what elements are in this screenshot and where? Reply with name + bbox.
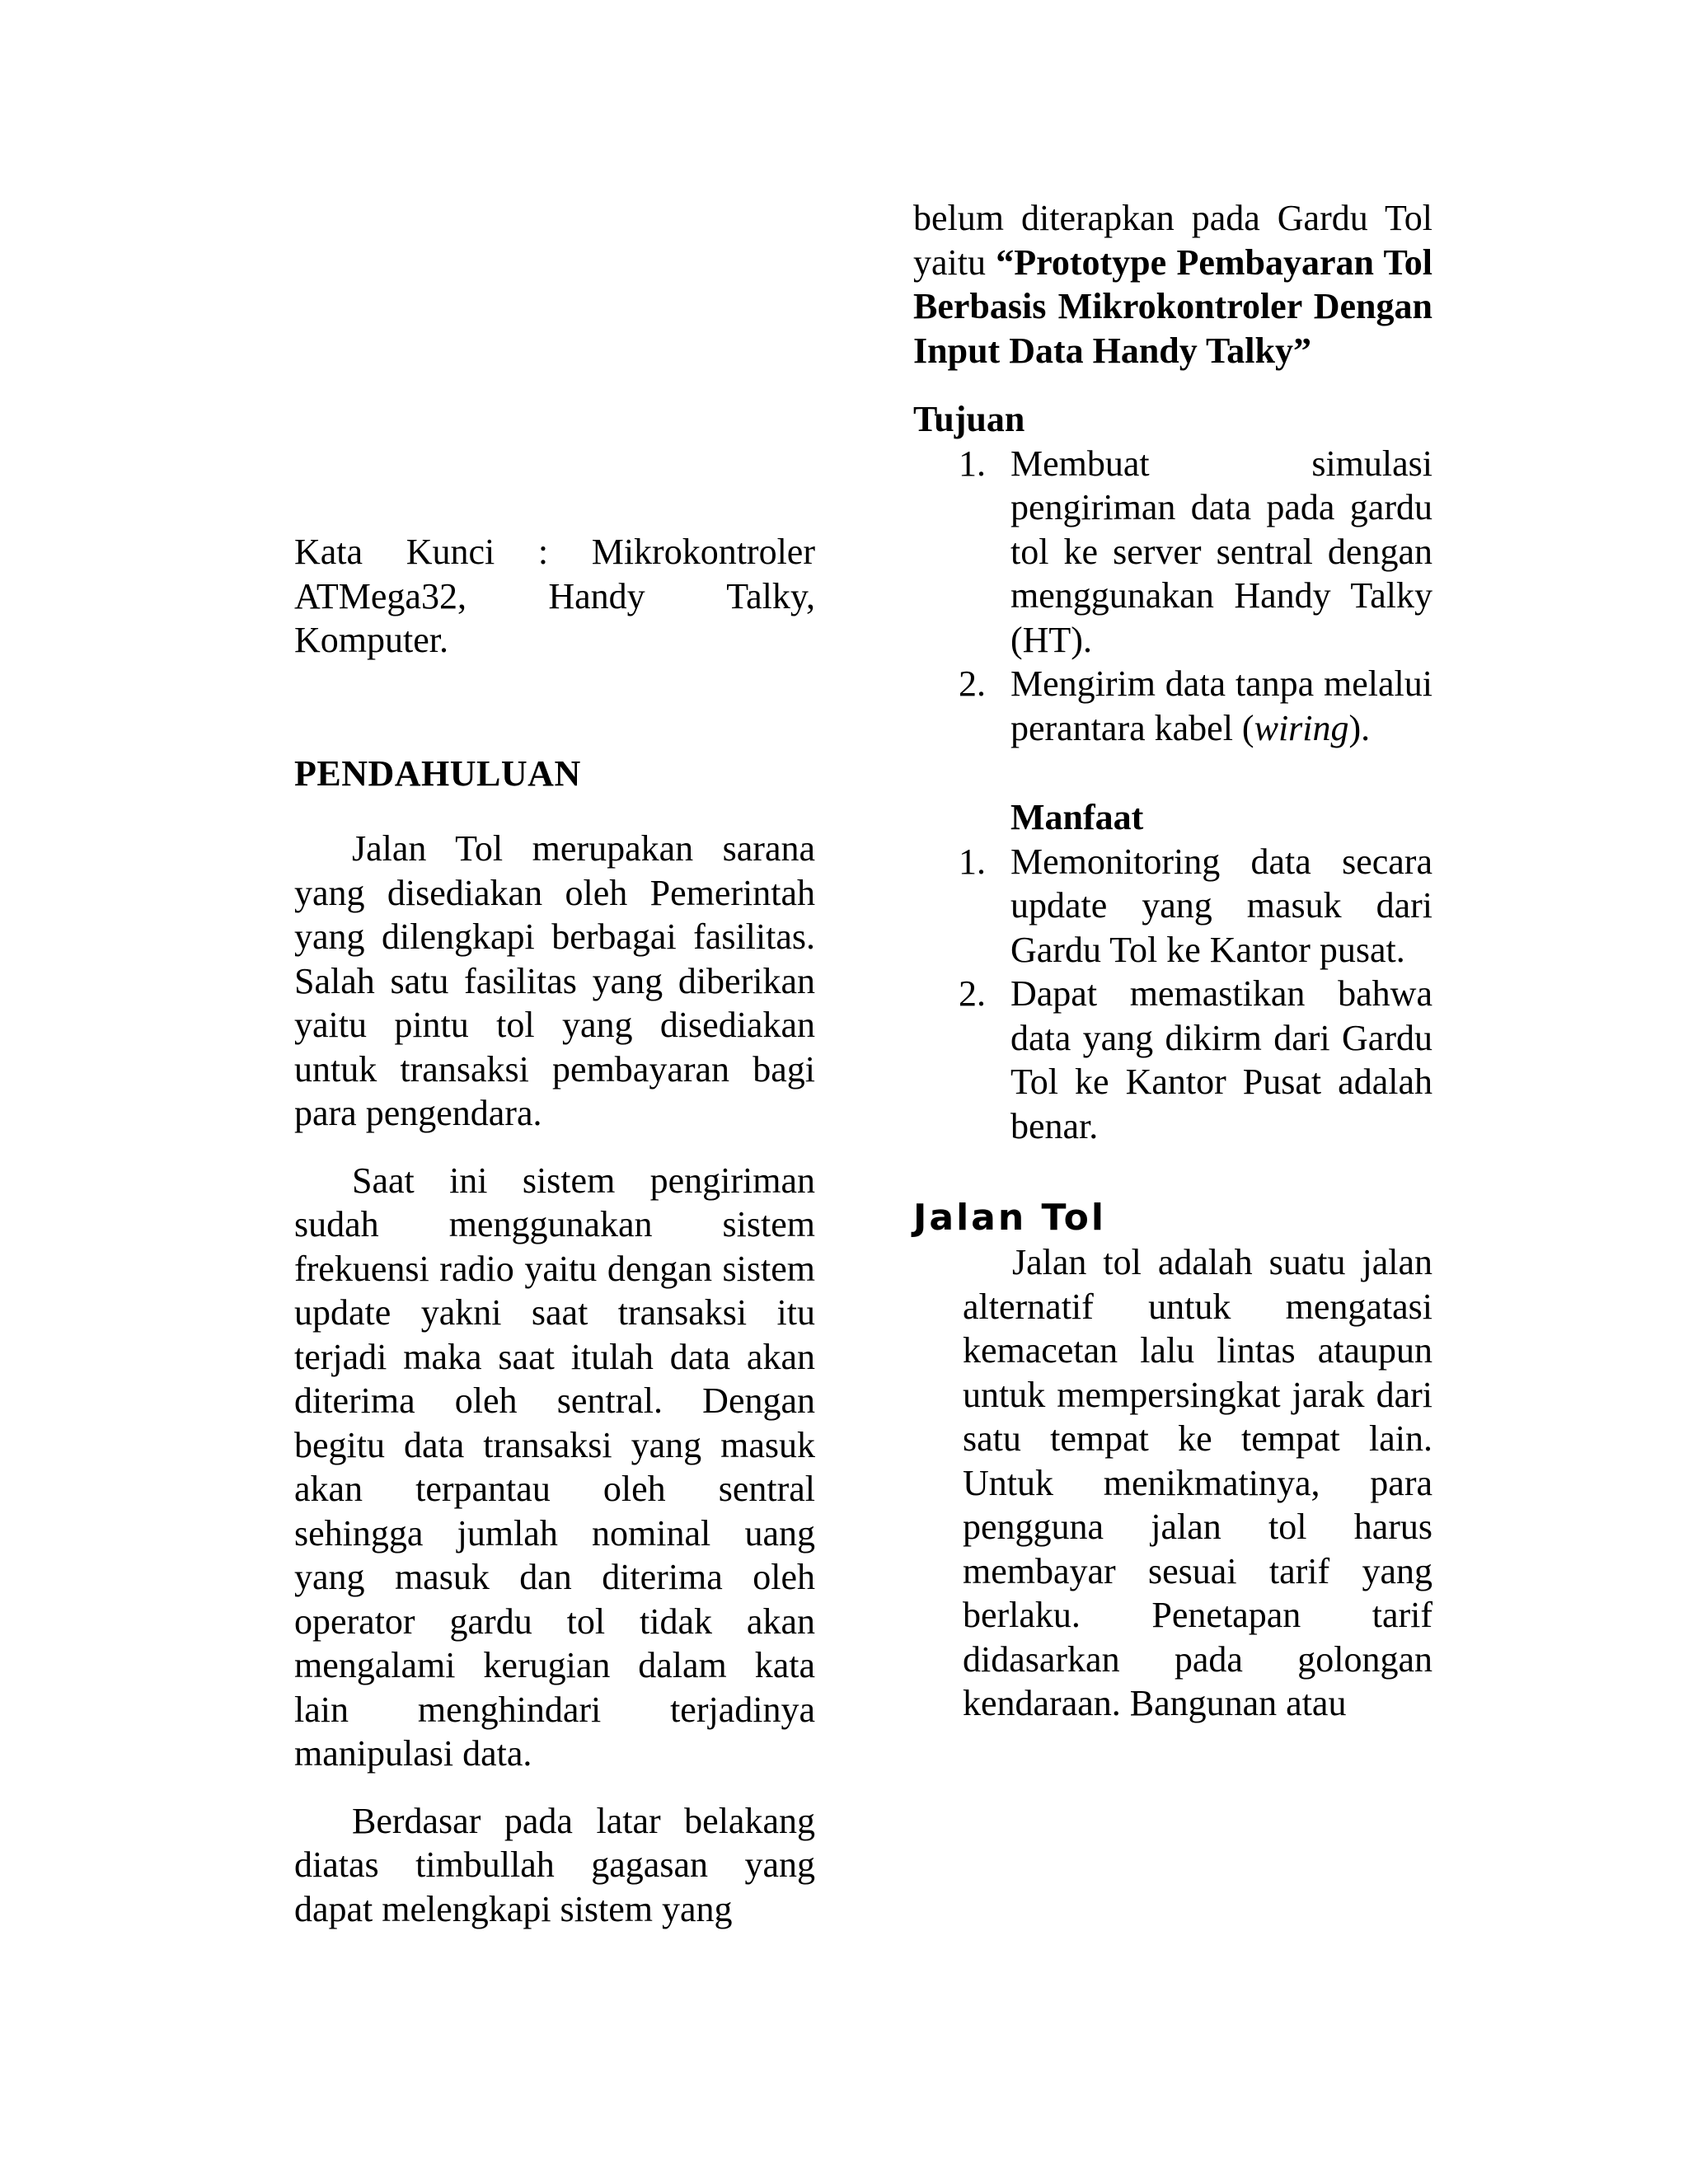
heading-manfaat: Manfaat <box>1010 797 1144 837</box>
list-item-text: Dapat memastikan bahwa data yang dikirm dari Gardu Tol ke Kantor Pusat adalah benar. <box>1010 973 1432 1146</box>
list-item-number: 2. <box>959 973 986 1014</box>
project-title: “Prototype Pembayaran Tol Berbasis Mikrokontroler Dengan Input Data Handy Talky” <box>913 241 1433 371</box>
list-item-text: Mengirim data tanpa melalui perantara kabel ( <box>1010 663 1432 748</box>
right-column <box>913 196 1432 1726</box>
manfaat-list <box>959 840 1432 1149</box>
intro-paragraph-3: Berdasar pada latar belakang diatas timbullah gagasan yang dapat melengkapi sistem yang <box>294 1800 815 1929</box>
section-heading-pendahuluan: PENDAHULUAN <box>294 752 581 794</box>
heading-jalan-tol: Jalan Tol <box>913 1197 1106 1239</box>
keywords-line: Kata Kunci : Mikrokontroler ATMega32, Handy Talky, Komputer. <box>294 532 815 660</box>
tujuan-list <box>959 442 1432 751</box>
intro-continuation <box>913 196 1432 373</box>
list-item-text-end: ). <box>1348 707 1371 748</box>
list-item <box>959 442 1432 663</box>
list-item-number: 1. <box>959 841 986 882</box>
list-item-text: Membuat simulasi pengiriman data pada gardu tol ke server sentral dengan menggunakan Handy Talky (HT). <box>1010 443 1432 660</box>
intro-paragraph-2: Saat ini sistem pengiriman sudah menggunakan sistem frekuensi radio yaitu dengan sistem update yakni saat transaksi itu terjadi maka saat itulah data akan diterima oleh sentral. Dengan begitu data transaksi yang masuk akan terpantau oleh sentral sehingga jumlah nominal uang yang masuk dan diterima oleh operator gardu tol tidak akan mengalami kerugian dalam kata lain menghindari terjadinya manipulasi data. <box>294 1160 815 1774</box>
list-item <box>959 662 1432 750</box>
list-item-italic-term: wiring <box>1254 707 1349 748</box>
list-item <box>959 840 1432 972</box>
list-item-text: Memonitoring data secara update yang masuk dari Gardu Tol ke Kantor pusat. <box>1010 841 1432 970</box>
left-column <box>294 530 815 1931</box>
list-item-number: 1. <box>959 443 986 484</box>
list-item <box>959 972 1432 1148</box>
jalan-tol-body <box>963 1240 1432 1726</box>
intro-paragraph-1: Jalan Tol merupakan sarana yang disediakan oleh Pemerintah yang dilengkapi berbagai fasilitas. Salah satu fasilitas yang diberikan yaitu pintu tol yang disediakan untuk transaksi pembayaran bagi para pengendara. <box>294 828 815 1133</box>
jalan-tol-paragraph: Jalan tol adalah suatu jalan alternatif untuk mengatasi kemacetan lalu lintas ataupun untuk mempersingkat jarak dari satu tempat ke tempat lain. Untuk menikmatinya, para pengguna jalan tol harus membayar sesuai tarif yang berlaku. Penetapan tarif didasarkan pada golongan kendaraan. Bangunan atau <box>963 1242 1432 1723</box>
list-item-number: 2. <box>959 663 986 704</box>
heading-tujuan: Tujuan <box>913 399 1025 439</box>
intro-continuation-text: belum diterapkan pada Gardu Tol yaitu <box>913 198 1432 283</box>
